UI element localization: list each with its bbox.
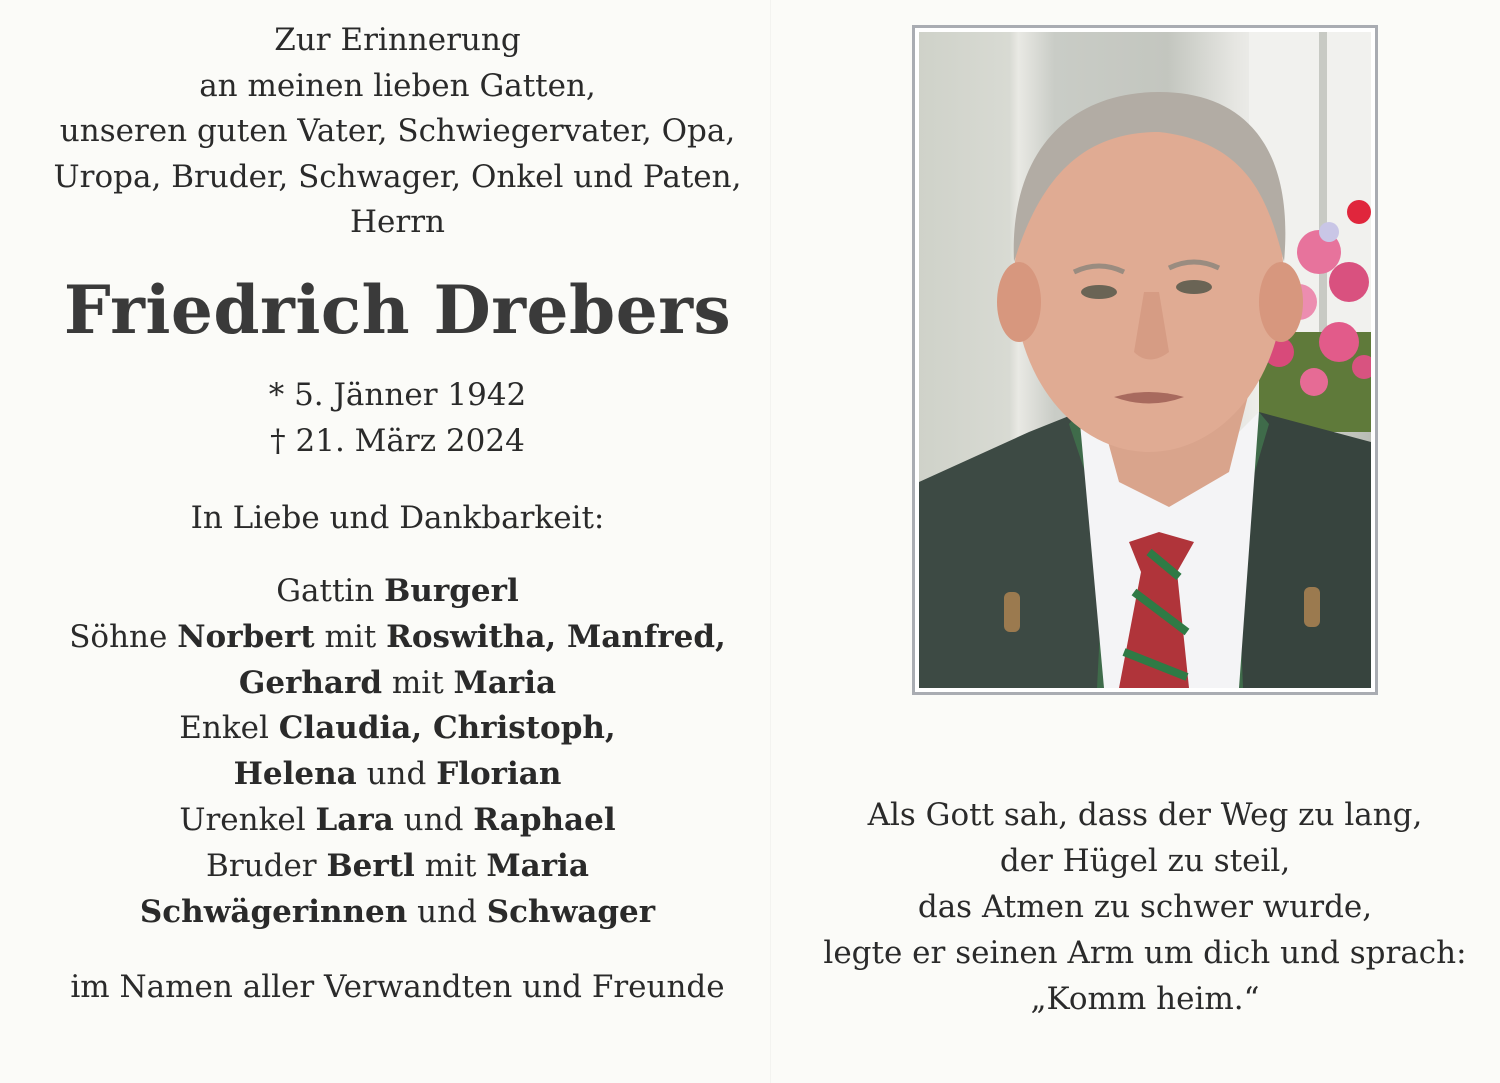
poem-line-2: der Hügel zu steil,	[999, 843, 1291, 879]
lapel-pin-icon	[1004, 592, 1020, 632]
death-date-line	[40, 418, 755, 464]
thanks-heading: In Liebe und Dankbarkeit:	[190, 499, 605, 536]
and-word: und	[356, 756, 437, 793]
poem-line-5: „Komm heim.“	[1030, 981, 1260, 1017]
with-word: mit	[382, 664, 454, 701]
window-bar	[1319, 32, 1327, 332]
brother-label: Bruder	[206, 847, 327, 884]
poem-line-4: legte er seinen Arm um dich und sprach:	[823, 935, 1467, 971]
great-grandchild-name: Raphael	[473, 801, 616, 838]
death-symbol: †	[270, 422, 286, 459]
right-eye	[1176, 280, 1212, 294]
intro-line-4: Uropa, Bruder, Schwager, Onkel und Paten,	[53, 158, 742, 195]
grandchildren-label: Enkel	[179, 710, 279, 747]
family-line-grandchildren	[40, 706, 755, 752]
son-1-spouse: Roswitha, Manfred,	[386, 618, 726, 655]
son-1-name: Norbert	[177, 618, 315, 655]
family-line-son2	[40, 661, 755, 707]
wife-label: Gattin	[276, 573, 385, 609]
with-word: mit	[314, 618, 387, 655]
grandchild-name: Helena	[233, 756, 357, 793]
family-list	[40, 569, 755, 935]
right-ear	[1259, 262, 1303, 342]
closing-line: im Namen aller Verwandten und Freunde	[70, 969, 725, 1006]
intro-line-1: Zur Erinnerung	[274, 22, 521, 58]
family-line-sons	[40, 615, 755, 661]
great-grandchildren-label: Urenkel	[179, 801, 316, 838]
grandchildren-names: Claudia, Christoph,	[278, 710, 616, 747]
with-word: mit	[414, 847, 487, 884]
birth-symbol: *	[268, 376, 285, 413]
birth-date: 5. Jänner 1942	[294, 376, 527, 413]
portrait-photo	[919, 32, 1371, 688]
intro-line-5: Herrn	[350, 204, 445, 240]
sisters-in-law: Schwägerinnen	[139, 893, 408, 930]
and-word: und	[407, 893, 487, 930]
card-fold	[770, 0, 771, 1083]
poem	[800, 792, 1490, 1022]
son-2-spouse: Maria	[453, 664, 557, 701]
portrait-illustration	[919, 32, 1371, 688]
brother-name: Bertl	[326, 847, 415, 884]
family-line-grandchildren-2	[40, 752, 755, 798]
sons-label: Söhne	[69, 618, 178, 655]
son-2-name: Gerhard	[238, 664, 383, 701]
and-word: und	[393, 801, 474, 838]
left-ear	[997, 262, 1041, 342]
life-dates	[40, 372, 755, 464]
family-line-in-laws	[40, 890, 755, 936]
death-date: 21. März 2024	[295, 422, 525, 459]
brother-in-law: Schwager	[486, 893, 656, 930]
lapel-pin-icon	[1304, 587, 1320, 627]
birth-date-line	[40, 372, 755, 418]
intro-line-3: unseren guten Vater, Schwiegervater, Opa,	[59, 113, 736, 149]
poem-line-3: das Atmen zu schwer wurde,	[917, 889, 1373, 925]
family-line-wife	[40, 569, 755, 615]
brother-spouse: Maria	[486, 847, 589, 884]
grandchild-name: Florian	[436, 756, 562, 793]
intro-line-2: an meinen lieben Gatten,	[199, 67, 596, 104]
wife-name: Burgerl	[384, 573, 519, 609]
poem-line-1: Als Gott sah, dass der Weg zu lang,	[867, 797, 1423, 833]
family-line-great-grandchildren	[40, 798, 755, 844]
intro-text	[40, 18, 755, 246]
left-eye	[1081, 285, 1117, 299]
left-panel	[40, 18, 755, 1011]
portrait-frame	[912, 25, 1378, 695]
deceased-name: Friedrich Drebers	[63, 270, 732, 349]
family-line-brother	[40, 844, 755, 890]
great-grandchild-name: Lara	[315, 801, 394, 838]
